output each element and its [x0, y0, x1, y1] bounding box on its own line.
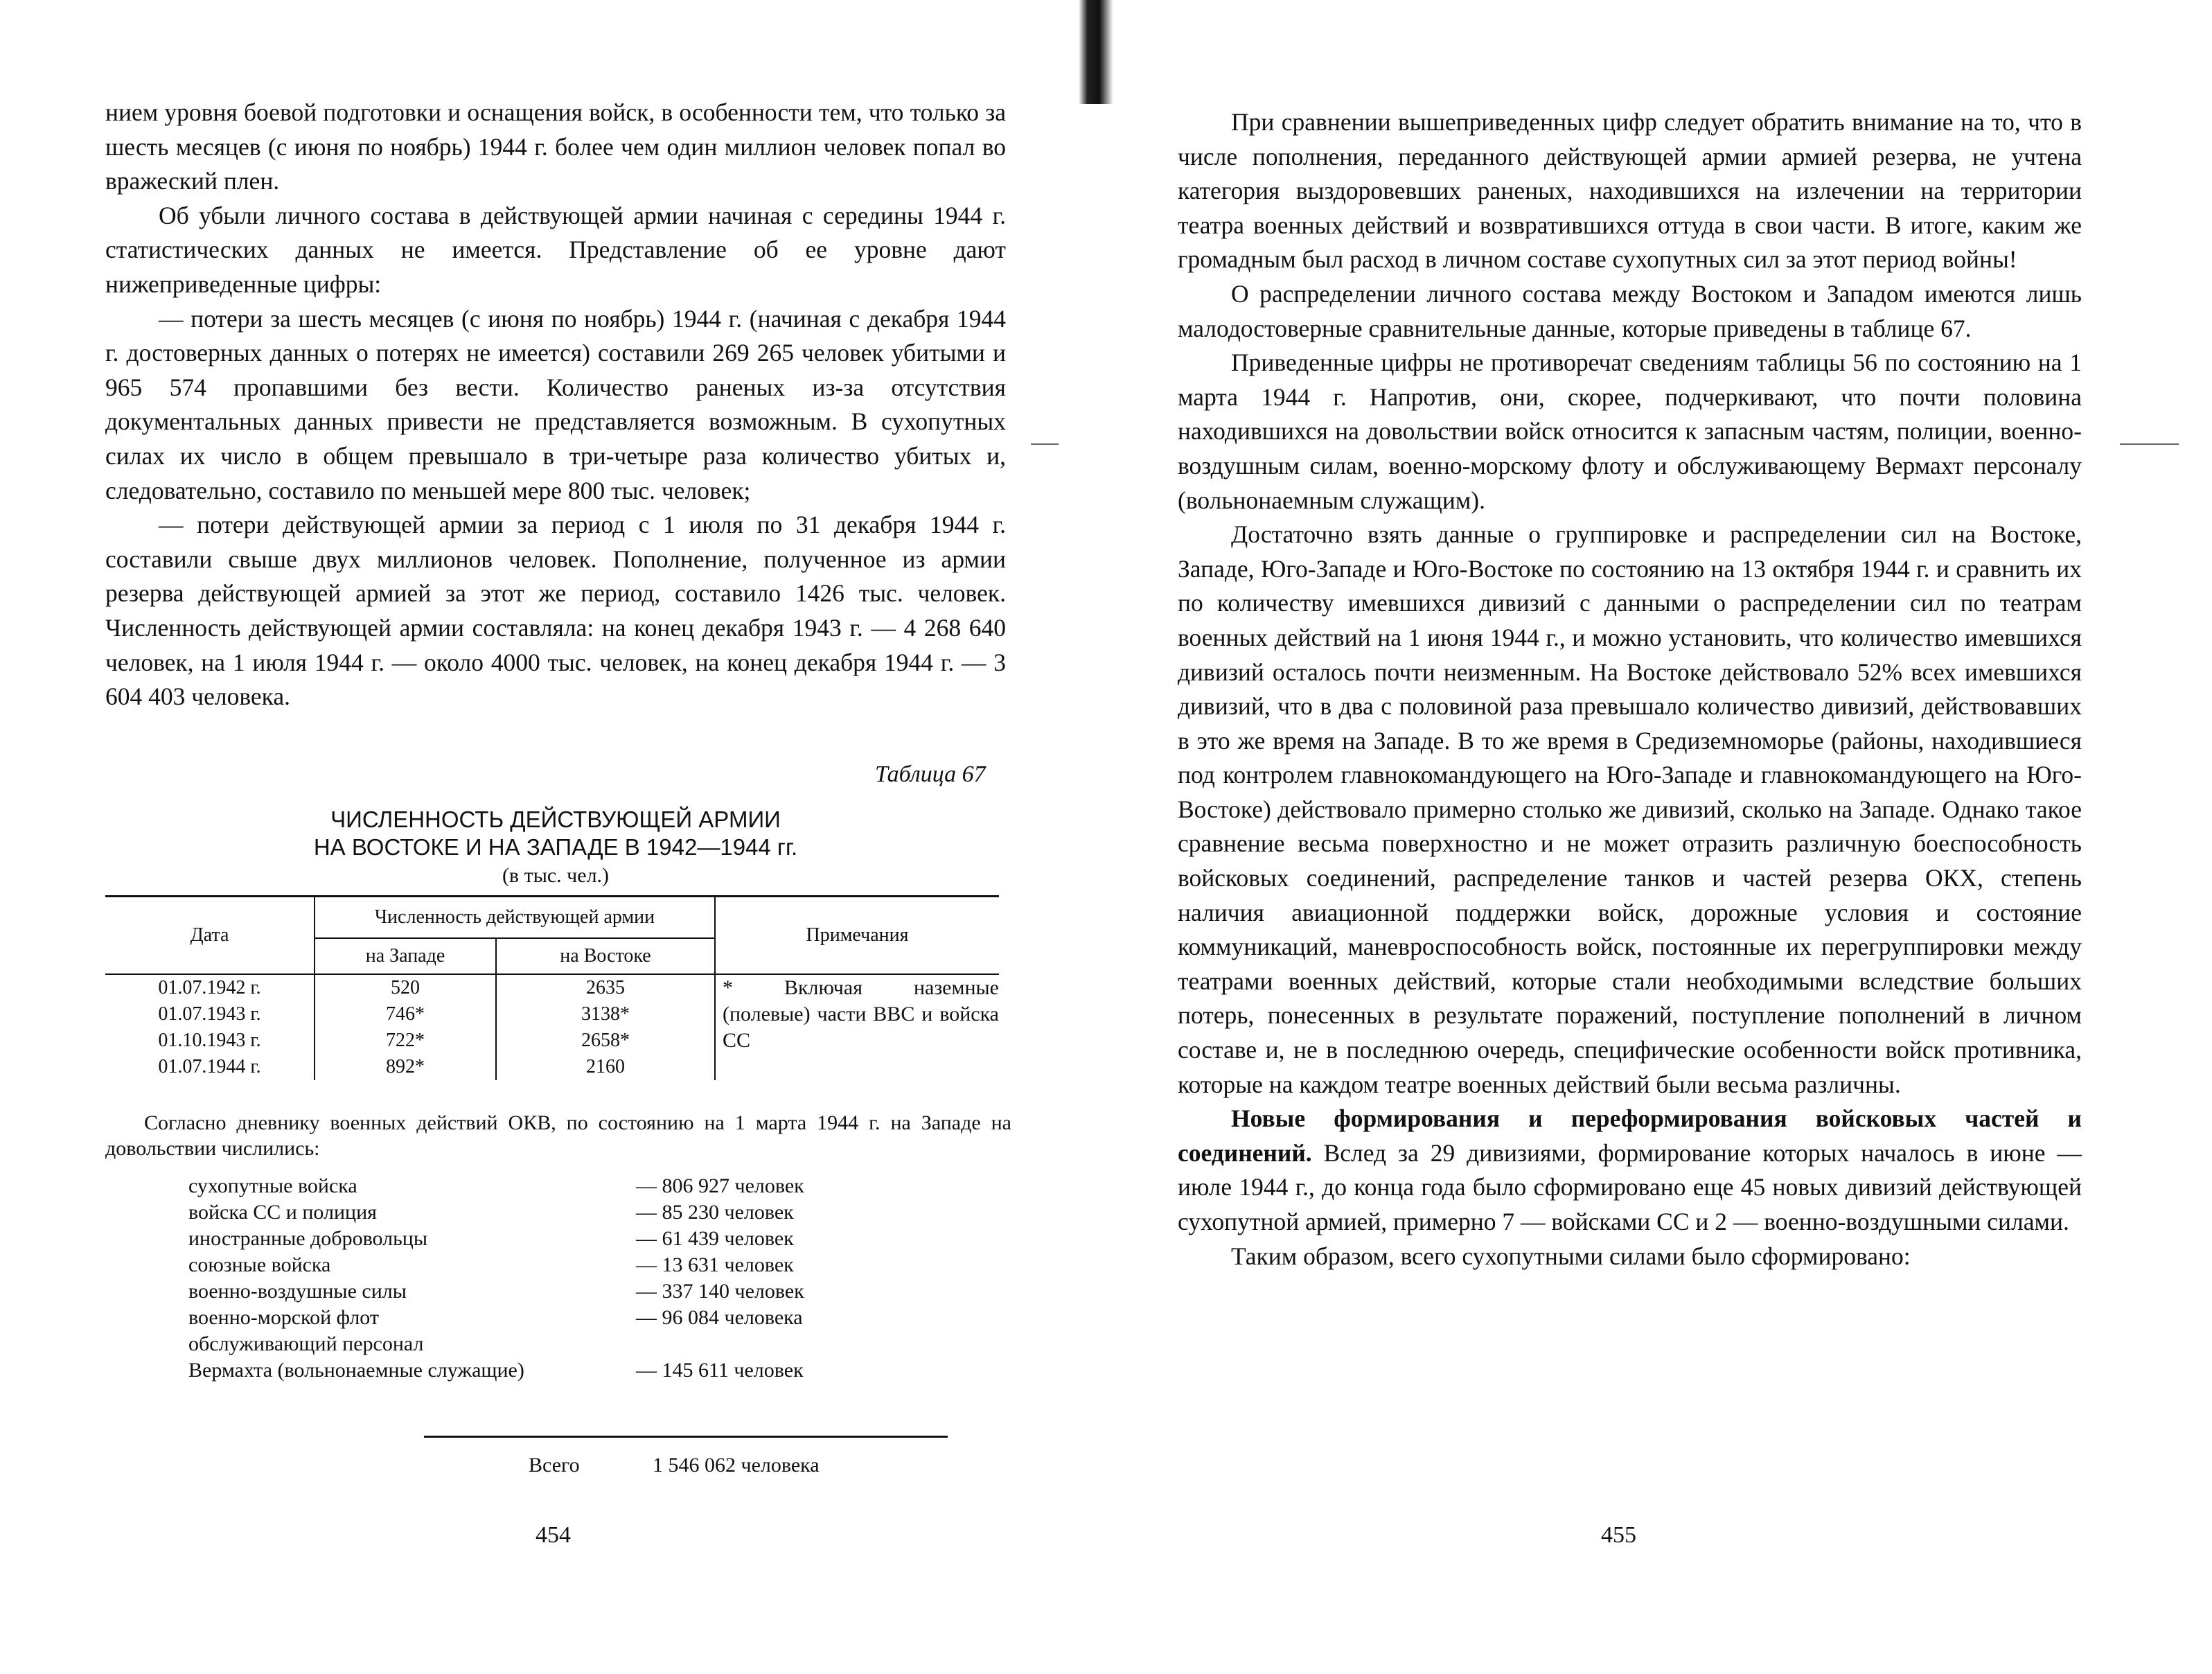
table-body	[105, 974, 999, 1080]
right-page-text	[1178, 105, 2082, 1274]
table-cell-note: * Включая наземные (полевые) части ВВС и войска СС	[715, 974, 999, 1080]
list-item-value: — 61 439 человек	[636, 1227, 794, 1250]
page-number-right: 455	[1601, 1522, 1636, 1548]
header-notes: Примечания	[715, 897, 999, 975]
army-strength-table	[105, 895, 999, 1080]
list-item	[188, 1252, 881, 1278]
list-item	[188, 1331, 881, 1357]
table-cell-date: 01.10.1943 г.	[158, 1030, 261, 1051]
list-item-label: войска СС и полиция	[188, 1201, 377, 1224]
list-item	[188, 1173, 881, 1199]
list-item-value: — 806 927 человек	[636, 1174, 804, 1197]
list-item	[188, 1357, 881, 1384]
list-item-label: Вермахта (вольнонаемные служащие)	[188, 1359, 524, 1382]
table-cell-date: 01.07.1942 г.	[158, 977, 261, 998]
list-item-value: — 96 084 человека	[636, 1306, 803, 1329]
table-cell-east: 2635	[586, 977, 625, 998]
list-item-value: — 337 140 человек	[636, 1280, 804, 1303]
list-item	[188, 1305, 881, 1331]
page-number-left: 454	[536, 1522, 571, 1548]
paragraph: — потери действующей армии за период с 1 июля по 31 декабря 1944 г. составили свыше двух миллионов человек. Пополнение, полученное из армии резерва действующей армией за этот же период, составило 1426 тыс. человек. Численность действующей армии составляла: на конец декабря 1943 г. — 4 268 640 человек, на 1 июля 1944 г. — около 4000 тыс. человек, на конец декабря 1944 г. — 3 604 403 человека.	[105, 511, 1006, 711]
table-cell-date: 01.07.1944 г.	[158, 1056, 261, 1077]
table-title: ЧИСЛЕННОСТЬ ДЕЙСТВУЮЩЕЙ АРМИИ	[330, 807, 781, 832]
paragraph: При сравнении вышеприведенных цифр следует обратить внимание на то, что в числе пополнения, переданного действующей армии армией резерва, не учтена категория выздоровевших раненых, находившихся на излечении на территории театра военных действий и возвратившихся оттуда в свои части. В итоге, каким же громадным был расход в личном составе сухопутных сил за этот период войны!	[1178, 108, 2082, 274]
okw-diary-paragraph: Согласно дневнику военных действий ОКВ, по состоянию на 1 марта 1944 г. на Западе на довольствии числились:	[105, 1111, 1011, 1160]
date-column	[105, 974, 315, 1080]
list-item	[188, 1226, 881, 1252]
table-cell-east: 3138*	[581, 1003, 630, 1025]
table-cell-east: 2160	[586, 1056, 625, 1077]
left-page-text	[105, 96, 1006, 714]
table-units: (в тыс. чел.)	[502, 864, 610, 887]
header-date: Дата	[105, 897, 315, 975]
table-cell-date: 01.07.1943 г.	[158, 1003, 261, 1025]
paragraph: Таким образом, всего сухопутными силами было сформировано:	[1231, 1242, 1911, 1270]
paragraph: — потери за шесть месяцев (с июня по ноябрь) 1944 г. (начиная с декабря 1944 г. достоверных данных о потерях не имеется) составили 269 265 человек убитыми и 965 574 пропавшими без вести. Количество раненых из-за отсутствия документальных данных привести не представляется возможным. В сухопутных силах их число в общем превышало в три-четыре раза количество убитых и, следовательно, составило по меньшей мере 800 тыс. человек;	[105, 304, 1006, 504]
paragraph: Достаточно взять данные о группировке и распределении сил на Востоке, Западе, Юго-Западе и Юго-Востоке по состоянию на 13 октября 1944 г. и сравнить их по количеству имевшихся дивизий с данными о распределении сил по театрам военных действий на 1 июня 1944 г., и можно установить, что количество имевшихся дивизий осталось почти неизменным. На Востоке действовало 52% всех имевшихся дивизий, что в два с половиной раза превышало количество дивизий, действовавших в это же время на Западе. В то же время в Средиземноморье (районы, находившиеся под контролем главнокомандующего на Юго-Западе и главнокомандующего на Юго-Востоке) действовало примерно столько же дивизий, сколько на Западе. Однако такое сравнение весьма поверхностно и не может отразить различную боеспособность войсковых соединений, распределение танков и частей резерва ОКХ, степень наличия авиационной поддержки войск, дорожные условия и состояние коммуникаций, маневроспособность войск, постоянные их перегруппировки между театрами военных действий, которые стали необходимыми вследствие больших потерь, понесенных в результате поражений, поступление пополнений в личном составе и, не в последнюю очередь, специфические особенности войск противника, которые на каждом театре военных действий были весьма различны.	[1178, 520, 2082, 1098]
table-cell-west: 520	[391, 977, 420, 998]
section-paragraph-text: Вслед за 29 дивизиями, формирование которых началось в июне — июле 1944 г., до конца года было сформировано еще 45 новых дивизий действующей сухопутной армией, примерно 7 — войсками СС и 2 — военно-воздушными силами.	[1178, 1138, 2082, 1235]
paragraph: Об убыли личного состава в действующей армии начиная с середины 1944 г. статистических данных не имеется. Представление об ее уровне дают нижеприведенные цифры:	[105, 201, 1006, 298]
table-cell-west: 722*	[386, 1030, 425, 1051]
list-item	[188, 1199, 881, 1226]
personnel-list	[188, 1173, 881, 1384]
header-army-strength: Численность действующей армии	[315, 897, 715, 939]
total-value: 1 546 062 человека	[653, 1454, 820, 1477]
paragraph: О распределении личного состава между Востоком и Западом имеются лишь малодостоверные сравнительные данные, которые приведены в таблице 67.	[1178, 279, 2082, 342]
list-item-label: военно-морской флот	[188, 1306, 380, 1329]
east-column	[496, 974, 715, 1080]
table-subtitle: НА ВОСТОКЕ И НА ЗАПАДЕ В 1942—1944 гг.	[313, 834, 798, 860]
paragraph: нием уровня боевой подготовки и оснащения войск, в особенности тем, что только за шесть месяцев (с июня по ноябрь) 1944 г. более чем один миллион человек попал во вражеский плен.	[105, 98, 1006, 195]
total-divider	[424, 1436, 948, 1438]
header-east: на Востоке	[496, 938, 715, 974]
list-item-value: — 85 230 человек	[636, 1201, 794, 1224]
west-column	[315, 974, 496, 1080]
table-cell-west: 892*	[386, 1056, 425, 1077]
list-item	[188, 1278, 881, 1305]
list-item-value: — 13 631 человек	[636, 1253, 794, 1276]
table-cell-east: 2658*	[581, 1030, 630, 1051]
section-paragraph	[1178, 1102, 2082, 1239]
header-west: на Западе	[315, 938, 496, 974]
list-item-label: сухопутные войска	[188, 1174, 357, 1197]
section-heading-inline: Новые формирования и переформирования войсковых частей и соединений.	[1178, 1104, 2082, 1167]
table-caption: Таблица 67	[875, 761, 986, 787]
list-item-label: военно-воздушные силы	[188, 1280, 407, 1303]
list-item-value: — 145 611 человек	[636, 1359, 804, 1382]
paragraph: Приведенные цифры не противоречат сведениям таблицы 56 по состоянию на 1 марта 1944 г. Напротив, они, скорее, подчеркивают, что почти половина находившихся на довольствии войск относится к запасным частям, полиции, военно-воздушным силам, военно-морскому флоту и обслуживающему Вермахт персоналу (вольнонаемным служащим).	[1178, 349, 2082, 514]
total-label: Всего	[529, 1454, 580, 1477]
list-item-label: обслуживающий персонал	[188, 1332, 424, 1355]
list-item-label: иностранные добровольцы	[188, 1227, 427, 1250]
list-item-label: союзные войска	[188, 1253, 331, 1276]
table-cell-west: 746*	[386, 1003, 425, 1025]
